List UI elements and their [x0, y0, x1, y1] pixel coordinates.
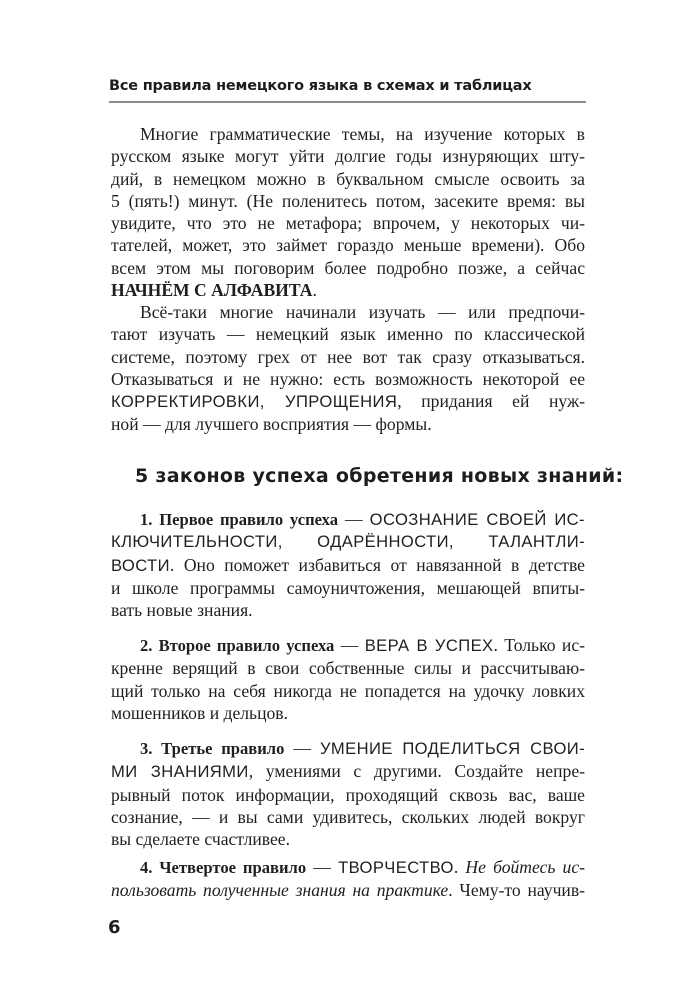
text-line: рывный поток информации, проходящий сквозь вас, ваше: [111, 784, 585, 805]
rule-label: 4. Четвертое правило: [140, 858, 307, 877]
text-line: щий только на себя никогда не попадется на удочку ловких: [111, 680, 585, 701]
text-line: всем этом мы поговорим более подробно позже, а сейчас: [111, 257, 585, 278]
emphasis-italic: Не бойтесь ис-: [465, 857, 586, 877]
section-title: 5 законов успеха обретения новых знаний:: [135, 465, 624, 487]
text-fragment: , умениями с другими. Создайте непре-: [248, 761, 585, 782]
text-line: Всё-таки многие начинали изучать — или предпочи-: [140, 302, 585, 322]
dash: —: [334, 635, 365, 655]
text-line: дий, в немецком можно в буквальном смысле освоить за: [111, 168, 585, 189]
text-line: [111, 634, 585, 657]
dash: —: [338, 509, 370, 529]
rule-label: 1. Первое правило успеха: [140, 510, 339, 529]
text-line: русском языке могут уйти долгие годы изнуряющих шту-: [111, 146, 585, 167]
emphasis-caps: УМЕНИЕ ПОДЕЛИТЬСЯ СВОИ-: [319, 739, 585, 758]
dash: —: [306, 857, 339, 877]
text-line: [111, 554, 585, 577]
rule-2: [111, 634, 585, 724]
text-line: [111, 879, 585, 901]
emphasis-caps: КОРРЕКТИРОВКИ, УПРОЩЕНИЯ: [111, 392, 398, 412]
intro-paragraph-2: [111, 301, 585, 436]
emphasis-caps: МИ ЗНАНИЯМИ: [111, 762, 249, 782]
rule-1: [111, 508, 585, 621]
text-line: [111, 279, 585, 301]
text-line: ной — для лучшего восприятия — формы.: [111, 414, 432, 435]
text-line: [111, 760, 585, 783]
emphasis-italic: пользовать полученные знания на практике: [111, 880, 449, 901]
running-head: Все правила немецкого языка в схемах и таблицах: [109, 78, 532, 94]
text-line: [111, 390, 585, 413]
punctuation: .: [453, 857, 466, 877]
emphasis-caps: ВОСТИ: [111, 555, 170, 575]
page-number: 6: [108, 917, 121, 938]
text-fragment: , придания ей нуж-: [397, 391, 586, 412]
text-line: увидите, что это не метафора; впрочем, у некоторых чи-: [111, 213, 585, 234]
text-fragment: . Чему-то научив-: [448, 880, 585, 901]
text-line: [111, 508, 585, 531]
rule-label: 2. Второе правило успеха: [140, 636, 335, 655]
dash: —: [284, 738, 320, 758]
text-line: КЛЮЧИТЕЛЬНОСТИ, ОДАРЁННОСТИ, ТАЛАНТЛИ-: [111, 532, 585, 552]
text-line: вы сделаете счастливее.: [111, 829, 290, 850]
text-line: Отказываться и не нужно: есть возможность некоторой ее: [111, 368, 585, 389]
text-line: кренне верящий в свои собственные силы и рассчитываю-: [111, 658, 585, 679]
text-line: тают изучать — немецкий язык именно по классической: [111, 324, 585, 345]
text-line: мошенников и дельцов.: [111, 702, 288, 723]
punctuation: .: [312, 280, 317, 301]
text-line: 5 (пять!) минут. (Не поленитесь потом, засеките время: вы: [111, 190, 585, 211]
emphasis-caps: ВЕРА В УСПЕХ: [364, 636, 494, 655]
emphasis-caps: ОСОЗНАНИЕ СВОЕЙ ИС-: [369, 510, 585, 529]
text-fragment: . Только ис-: [493, 635, 585, 655]
text-fragment: . Оно поможет избавиться от навязанной в детстве: [169, 554, 585, 575]
header-rule: [109, 101, 586, 103]
rule-3: [111, 737, 585, 850]
text-line: [111, 856, 585, 879]
rule-4: [111, 856, 585, 902]
text-line: вать новые знания.: [111, 600, 253, 621]
intro-paragraph-1: [111, 123, 585, 301]
emphasis-caps: ТВОРЧЕСТВО: [338, 858, 454, 877]
text-line: Многие грамматические темы, на изучение которых в: [140, 124, 585, 144]
rule-label: 3. Третье правило: [140, 739, 285, 758]
text-line: тателей, может, это займет гораздо меньше времени). Обо: [111, 235, 585, 256]
emphasis-alphabet: НАЧНЁМ С АЛФАВИТА: [111, 280, 313, 301]
text-line: системе, поэтому грех от нее вот так сразу отказываться.: [111, 346, 585, 367]
text-line: сознание, — и вы сами удивитесь, скольких людей вокруг: [111, 806, 585, 827]
text-line: и школе программы самоуничтожения, мешающей впиты-: [111, 577, 585, 598]
text-line: [111, 737, 585, 760]
